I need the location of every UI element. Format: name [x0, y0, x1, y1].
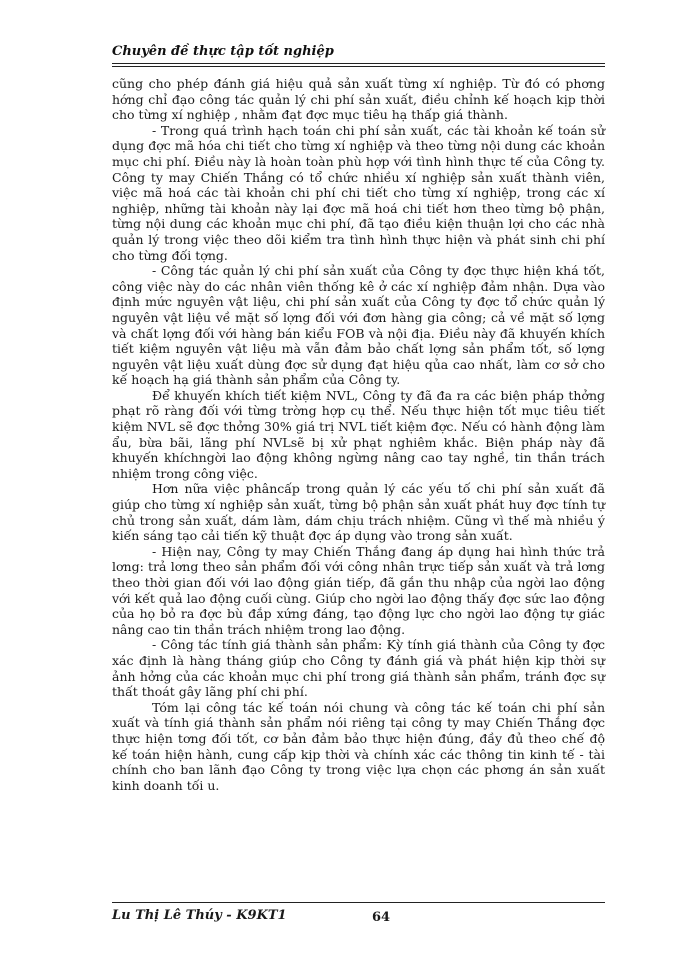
paragraph-3: - Công tác quản lý chi phí sản xuất của Công ty đợc thực hiện khá tốt, công việc này do các nhân viên thống kê ở các xí nghiệp đảm nhận. Dựa vào định mức nguyên vật liệu, chi phí sản xuất của Công ty đợc tổ chức quản lý nguyên vật liệu về mặt số lợng đối với đơn hàng gia công; cả về mặt số lợng và chất lợng đối với hàng bán kiểu FOB và nội địa. Điều này đã khuyến khích tiết kiệm nguyên vật liệu mà vẫn đảm bảo chất lợng sản phẩm tốt, số lợng nguyên vật liệu xuất dùng đợc sử dụng đạt hiệu qủa cao nhất, làm cơ sở cho kế hoạch hạ giá thành sản phẩm của Công ty. [112, 263, 605, 388]
paragraph-8: Tóm lại công tác kế toán nói chung và công tác kế toán chi phí sản xuất và tính giá thành sản phẩm nói riêng tại công ty may Chiến Thắng đợc thực hiện tơng đối tốt, cơ bản đảm bảo thực hiện đúng, đầy đủ theo chế độ kế toán hiện hành, cung cấp kịp thời và chính xác các thông tin kinh tế - tài chính cho ban lãnh đạo Công ty trong việc lựa chọn các phơng án sản xuất kinh doanh tối u. [112, 699, 605, 793]
paragraph-6: - Hiện nay, Công ty may Chiến Thắng đang áp dụng hai hình thức trả lơng: trả lơng theo sản phẩm đối với công nhân trực tiếp sản xuất và trả lơng theo thời gian đối với lao động gián tiếp, đã gắn thu nhập của ngời lao động với kết quả lao động cuối cùng. Giúp cho ngời lao động thấy đợc sức lao động của họ bỏ ra đợc bù đắp xứng đáng, tạo động lực cho ngời lao động tự giác nâng cao tin thần trách nhiệm trong lao động. [112, 543, 605, 637]
paragraph-5: Hơn nữa việc phâncấp trong quản lý các yếu tố chi phí sản xuất đã giúp cho từng xí nghiệp sản xuất, từng bộ phận sản xuất phát huy đợc tính tự chủ trong sản xuất, dám làm, dám chịu trách nhiệm. Cũng vì thế mà nhiều ý kiến sáng tạo cải tiến kỹ thuật đợc áp dụng vào trong sản xuất. [112, 481, 605, 544]
page-number: 64 [372, 910, 391, 925]
paragraph-7: - Công tác tính giá thành sản phẩm: Kỳ tính giá thành của Công ty đợc xác định là hàng tháng giúp cho Công ty đánh giá và phát hiện kịp thời sự ảnh hởng của các khoản mục chi phí trong giá thành sản phẩm, tránh đợc sự thất thoát gây lãng phí chi phí. [112, 637, 605, 700]
document-body [112, 76, 605, 793]
running-header: Chuyên đề thực tập tốt nghiệp [112, 44, 334, 59]
footer-divider [112, 902, 605, 903]
header-divider [112, 63, 605, 67]
paragraph-1: cũng cho phép đánh giá hiệu quả sản xuất từng xí nghiệp. Từ đó có phơng hớng chỉ đạo công tác quản lý chi phí sản xuất, điều chỉnh kế hoạch kịp thời cho từng xí nghiệp , nhằm đạt đợc mục tiêu hạ thấp giá thành. [112, 76, 605, 123]
paragraph-4: Để khuyến khích tiết kiệm NVL, Công ty đã đa ra các biện pháp thởng phạt rõ ràng đối với từng trờng hợp cụ thể. Nếu thực hiện tốt mục tiêu tiết kiệm NVL sẽ đợc thởng 30% giá trị NVL tiết kiệm đợc. Nếu có hành động làm ẩu, bừa bãi, lãng phí NVLsẽ bị xử phạt nghiêm khắc. Biện pháp này đã khuyến khíchngời lao động không ngừng nâng cao tay nghề, tin thần trách nhiệm trong công việc. [112, 387, 605, 481]
footer-author: Lu Thị Lê Thúy - K9KT1 [112, 908, 287, 923]
paragraph-2: - Trong quá trình hạch toán chi phí sản xuất, các tài khoản kế toán sử dụng đợc mã hóa chi tiết cho từng xí nghiệp và theo từng nội dung các khoản mục chi phí. Điều này là hoàn toàn phù hợp với tình hình thực tế của Công ty. Công ty may Chiến Thắng có tổ chức nhiều xí nghiệp sản xuất thành viên, việc mã hoá các tài khoản chi phí chi tiết cho từng xí nghiệp, trong các xí nghiệp, những tài khoản này lại đợc mã hoá chi tiết hơn theo từng bộ phận, từng nội dung các khoản mục chi phí, đã tạo điều kiện thuận lợi cho các nhà quản lý trong việc theo dõi kiểm tra tình hình thực hiện và phát sinh chi phí cho từng đối tợng. [112, 122, 605, 263]
